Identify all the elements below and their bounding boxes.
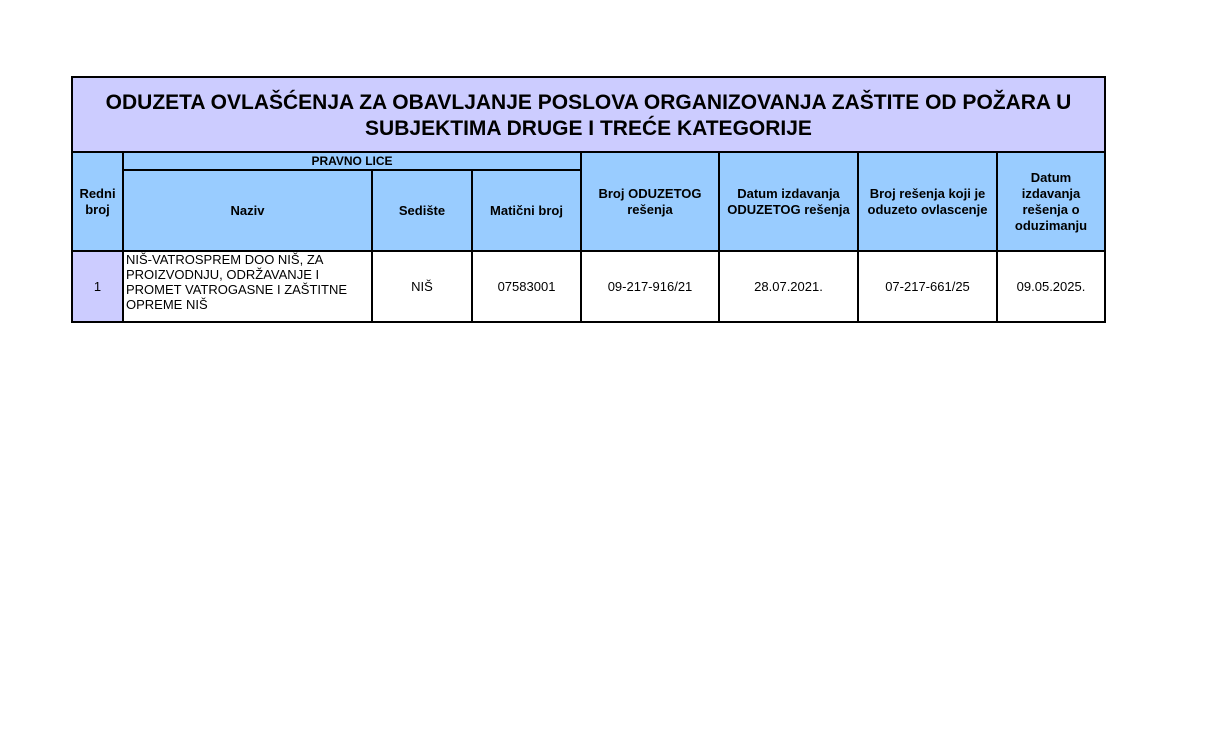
document-title: ODUZETA OVLAŠĆENJA ZA OBAVLJANJE POSLOVA ORGANIZOVANJA ZAŠTITE OD POŽARA U SUBJEKTIMA DRUGE I TREĆE KATEGORIJE	[72, 77, 1105, 152]
spreadsheet-sheet	[71, 76, 1104, 323]
cell-sediste: NIŠ	[372, 251, 472, 322]
header-broj-oduzetog-resenja: Broj ODUZETOG rešenja	[581, 152, 719, 251]
header-pravno-lice: PRAVNO LICE	[123, 152, 581, 170]
header-datum-izdavanja-resenja-o-oduzimanju: Datum izdavanja rešenja o oduzimanju	[997, 152, 1105, 251]
cell-naziv: NIŠ-VATROSPREM DOO NIŠ, ZA PROIZVODNJU, ODRŽAVANJE I PROMET VATROGASNE I ZAŠTITNE OPREME NIŠ	[123, 251, 372, 322]
cell-redni-broj: 1	[72, 251, 123, 322]
header-maticni-broj: Matični broj	[472, 170, 581, 251]
header-datum-izdavanja-oduzetog-resenja: Datum izdavanja ODUZETOG rešenja	[719, 152, 858, 251]
revoked-authorizations-table	[71, 76, 1106, 323]
header-broj-resenja-koji-je-oduzeto: Broj rešenja koji je oduzeto ovlascenje	[858, 152, 997, 251]
title-row	[72, 77, 1105, 152]
header-redni-broj: Redni broj	[72, 152, 123, 251]
cell-broj-resenja-koji-je-oduzeto: 07-217-661/25	[858, 251, 997, 322]
cell-broj-oduzetog-resenja: 09-217-916/21	[581, 251, 719, 322]
header-sediste: Sedište	[372, 170, 472, 251]
cell-datum-izdavanja-resenja-o-oduzimanju: 09.05.2025.	[997, 251, 1105, 322]
cell-maticni-broj: 07583001	[472, 251, 581, 322]
header-naziv: Naziv	[123, 170, 372, 251]
header-row-group	[72, 152, 1105, 170]
table-row	[72, 251, 1105, 322]
cell-datum-izdavanja-oduzetog-resenja: 28.07.2021.	[719, 251, 858, 322]
